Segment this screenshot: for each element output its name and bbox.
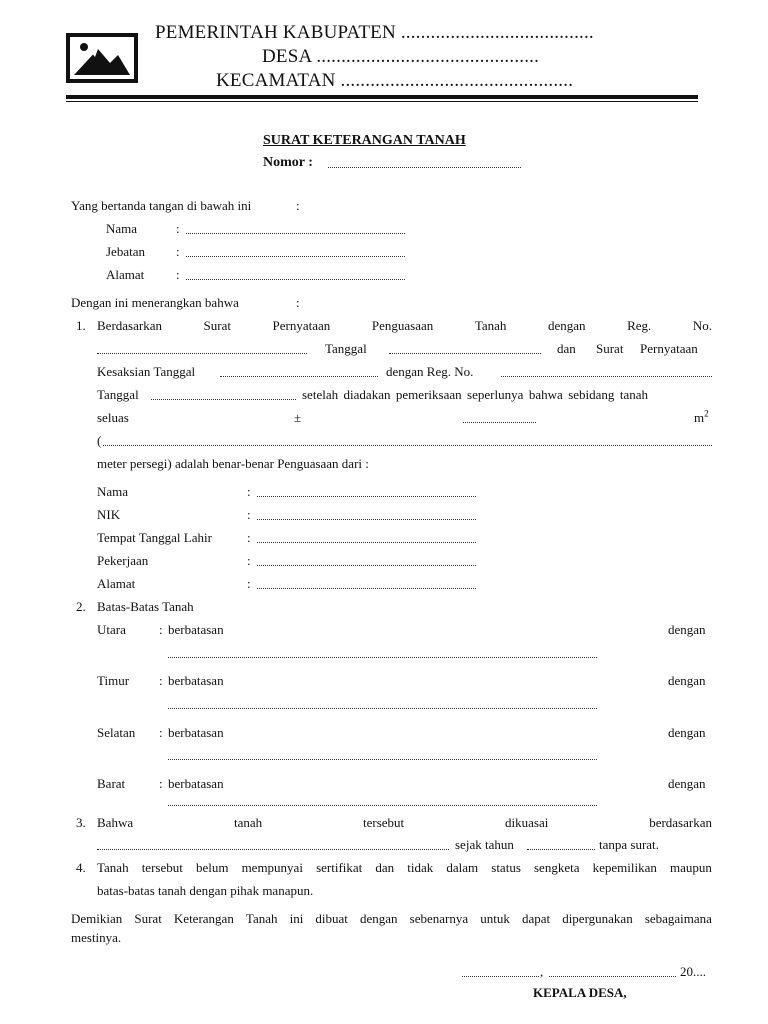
owner-nama-label: Nama (97, 484, 129, 499)
signer-alamat-blank (186, 279, 405, 280)
owner-pekerjaan-blank (257, 565, 476, 566)
item1-word: dengan (547, 318, 586, 333)
batas-selatan-label: Selatan (97, 725, 136, 740)
item1-word: Surat (203, 318, 231, 333)
item4-word: tidak (407, 860, 434, 875)
item4-word: tersebut (141, 860, 183, 875)
item3-tanpa-text: tanpa surat. (599, 837, 659, 852)
item4-word: sengketa (534, 860, 580, 875)
item1-tanggal-blank (389, 353, 541, 354)
batas-barat-colon: : (159, 776, 163, 791)
item1-seluas-blank (463, 422, 536, 423)
owner-ttl-blank (257, 542, 476, 543)
closing-word: Tanah (245, 911, 278, 926)
item3-word: Bahwa (97, 815, 134, 830)
item3-word: tanah (233, 815, 263, 830)
signer-jabatan-blank (186, 256, 405, 257)
item1-dengan-reg: dengan Reg. No. (386, 364, 474, 379)
owner-nama-colon: : (247, 484, 251, 499)
closing-word: dipergunakan (562, 911, 633, 926)
item1-word: No. (692, 318, 712, 333)
batas-timur-berbatasan: berbatasan (168, 673, 224, 688)
item1-m2-superscript: 2 (704, 408, 709, 419)
header-line-kabupaten: PEMERINTAH KABUPATEN ....................................... (155, 22, 594, 43)
closing-word: dapat (521, 911, 551, 926)
item4-line2: batas-batas tanah dengan pihak manapun. (97, 883, 314, 898)
batas-utara-dengan: dengan (668, 622, 706, 637)
closing-word: sebagaimana (644, 911, 712, 926)
item1-plusminus: ± (294, 410, 302, 425)
item1-surat: Surat (596, 341, 624, 356)
closing-word: sebenarnya (409, 911, 469, 926)
item3-word: tersebut (362, 815, 405, 830)
kepala-desa-label: KEPALA DESA, (533, 985, 627, 1000)
item1-word: Pernyataan (272, 318, 331, 333)
owner-nama-blank (257, 496, 476, 497)
item4-word: dalam (446, 860, 479, 875)
batas-selatan-colon: : (159, 725, 163, 740)
item4-word: mempunyai (241, 860, 303, 875)
item1-tanggal-label: Tanggal (325, 341, 367, 356)
batas-timur-colon: : (159, 673, 163, 688)
item3-number: 3. (76, 815, 86, 830)
item3-line1 (97, 815, 712, 831)
batas-utara-label: Utara (97, 622, 126, 637)
date-blank (549, 976, 676, 977)
batas-barat-label: Barat (97, 776, 126, 791)
closing-word: dengan (360, 911, 398, 926)
item1-paren-open: ( (97, 433, 102, 448)
item1-word: Reg. (627, 318, 652, 333)
item1-kesaksian-label: Kesaksian Tanggal (97, 364, 196, 379)
batas-barat-blank (168, 805, 597, 806)
item4-word: sertifikat (316, 860, 363, 875)
owner-alamat-label: Alamat (97, 576, 136, 591)
batas-barat-dengan: dengan (668, 776, 706, 791)
header-rule-thick (66, 95, 698, 99)
document-title: SURAT KETERANGAN TANAH (263, 133, 466, 148)
owner-alamat-blank (257, 588, 476, 589)
signer-alamat-colon: : (176, 267, 180, 282)
item1-setelah-text: setelah diadakan pemeriksaan seperlunya bahwa sebidang tanah (302, 387, 649, 402)
closing-line1 (71, 911, 712, 927)
owner-ttl-colon: : (247, 530, 251, 545)
owner-nik-blank (257, 519, 476, 520)
item3-dasar-blank (97, 849, 449, 850)
item1-kesaksian-regno-blank (501, 376, 712, 377)
item1-pernyataan: Pernyataan (640, 341, 698, 356)
signer-nama-blank (186, 233, 405, 234)
signer-jabatan-label: Jebatan (106, 244, 145, 259)
item1-m-letter: m (694, 410, 705, 425)
closing-line2: mestinya. (71, 930, 122, 945)
batas-timur-blank (168, 708, 597, 709)
item3-tahun-blank (527, 849, 595, 850)
menerangkan-colon: : (296, 295, 300, 310)
item1-number: 1. (76, 318, 86, 333)
mountain-logo-icon (66, 33, 138, 83)
item1-word: Penguasaan (371, 318, 434, 333)
batas-timur-dengan: dengan (668, 673, 706, 688)
nomor-label: Nomor : (263, 155, 313, 170)
item1-m2-unit (694, 410, 709, 426)
signer-nama-colon: : (176, 221, 180, 236)
item4-word: belum (195, 860, 229, 875)
place-blank (462, 976, 539, 977)
batas-selatan-dengan: dengan (668, 725, 706, 740)
closing-word: ini (289, 911, 304, 926)
item4-word: dan (375, 860, 395, 875)
owner-pekerjaan-label: Pekerjaan (97, 553, 149, 568)
item1-tanggal2-label: Tanggal (97, 387, 139, 402)
item3-sejak-label: sejak tahun (455, 837, 514, 852)
item1-terbilang-blank (103, 445, 712, 446)
item1-dan: dan (557, 341, 576, 356)
item4-word: maupun (669, 860, 712, 875)
batas-barat-berbatasan: berbatasan (168, 776, 224, 791)
closing-word: Keterangan (173, 911, 234, 926)
owner-pekerjaan-colon: : (247, 553, 251, 568)
signer-alamat-label: Alamat (106, 267, 145, 282)
item1-seluas-label: seluas (97, 410, 129, 425)
owner-alamat-colon: : (247, 576, 251, 591)
closing-word: dibuat (315, 911, 348, 926)
item1-line1 (97, 318, 712, 334)
signer-jabatan-colon: : (176, 244, 180, 259)
item2-number: 2. (76, 599, 86, 614)
batas-utara-blank (168, 657, 597, 658)
item1-kesaksian-blank (220, 376, 378, 377)
item4-word: Tanah (97, 860, 129, 875)
batas-utara-colon: : (159, 622, 163, 637)
batas-selatan-blank (168, 759, 597, 760)
batas-utara-berbatasan: berbatasan (168, 622, 224, 637)
nomor-blank (328, 167, 521, 168)
header-line-kecamatan: KECAMATAN ............................................... (216, 70, 574, 91)
item1-word: Berdasarkan (97, 318, 162, 333)
item4-word: kepemilikan (592, 860, 657, 875)
owner-nik-colon: : (247, 507, 251, 522)
header-rule-thin (66, 101, 698, 102)
menerangkan-text: Dengan ini menerangkan bahwa (71, 295, 239, 310)
item3-word: dikuasai (505, 815, 549, 830)
owner-nik-label: NIK (97, 507, 121, 522)
header-line-desa: DESA ............................................. (262, 46, 540, 67)
item1-meter-text: meter persegi) adalah benar-benar Penguasaan dari : (97, 456, 369, 471)
year-text: 20.... (680, 964, 706, 979)
item3-word: berdasarkan (649, 815, 712, 830)
item4-line1 (97, 860, 712, 876)
intro-colon: : (296, 198, 300, 213)
signer-nama-label: Nama (106, 221, 138, 236)
item1-tanggal2-blank (151, 399, 296, 400)
batas-selatan-berbatasan: berbatasan (168, 725, 224, 740)
closing-word: Demikian (71, 911, 123, 926)
item1-regno-blank (97, 353, 307, 354)
owner-ttl-label: Tempat Tanggal Lahir (97, 530, 212, 545)
item4-number: 4. (76, 860, 86, 875)
batas-timur-label: Timur (97, 673, 130, 688)
date-comma: , (540, 964, 544, 979)
closing-word: Surat (134, 911, 162, 926)
item1-word: Tanah (474, 318, 507, 333)
item4-word: status (491, 860, 521, 875)
item2-title: Batas-Batas Tanah (97, 599, 194, 614)
closing-word: untuk (480, 911, 510, 926)
intro-text: Yang bertanda tangan di bawah ini (71, 198, 252, 213)
